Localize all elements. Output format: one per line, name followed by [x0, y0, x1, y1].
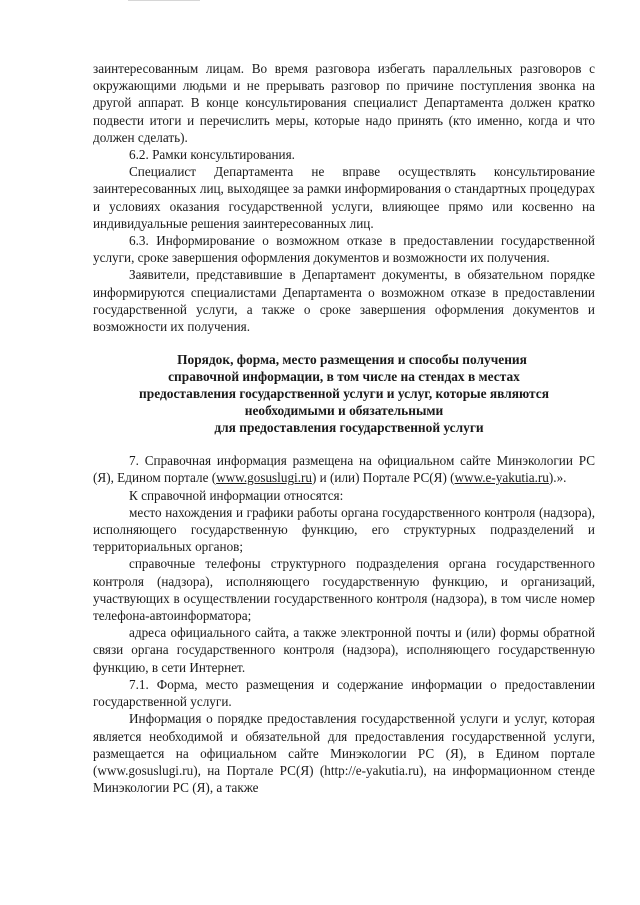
- section-7-text-before: 7. Справочная информация размещена на официальном сайте Минэкологии РС (Я), Едином портале (: [93, 453, 595, 486]
- heading-line: для предоставления государственной услуги: [214, 420, 484, 436]
- paragraph-consultation-end: заинтересованным лицам. Во время разговора избегать параллельных разговоров с окружающими людьми и не прерывать разговор по причине поступления звонка на другой аппарат. В конце консультирования специалист Департамента должен кратко подвести итоги и перечислить меры, которые надо принять (кто именно, когда и что должен сделать).: [93, 61, 595, 145]
- heading-line: Порядок, форма, место размещения и способы получения: [177, 352, 527, 368]
- section-6-2-title: 6.2. Рамки консультирования.: [129, 147, 295, 163]
- paragraph-info-placement: Информация о порядке предоставления государственной услуги и услуг, которая является необходимой и обязательной для предоставления государственной услуги, размещается на официальном сайте Минэкологии РС (Я), в Едином портале (www.gosuslugi.ru), на Портале РС(Я) (http://e-yakutia.ru), на информационном стенде Минэкологии РС (Я), а также: [93, 711, 595, 796]
- paragraph-applicants-informed: Заявители, представившие в Департамент документы, в обязательном порядке информируются специалистами Департамента о возможном отказе в предоставлении государственной услуги, а также о сроке завершения оформления документов и возможности их получения.: [93, 267, 595, 335]
- heading-line: предоставления государственной услуги и услуг, которые являются: [139, 386, 549, 402]
- heading-line: необходимыми и обязательными: [244, 403, 444, 419]
- link-gosuslugi[interactable]: www.gosuslugi.ru: [216, 470, 312, 486]
- paragraph-phones: справочные телефоны структурного подразделения органа государственного контроля (надзора), исполняющего государственную функцию, и организаций, участвующих в осуществлении государственного контроля (надзора), в том числе номер телефона-автоинформатора;: [93, 556, 595, 624]
- scan-edge-mark: [128, 0, 200, 4]
- section-6-3-title: 6.3. Информирование о возможном отказе в предоставлении государственной услуги, сроке завершения оформления документов и возможности их получения.: [93, 233, 595, 266]
- section-7-text-middle: ) и (или) Портале РС(Я) (: [311, 470, 455, 486]
- paragraph-reference-info-intro: К справочной информации относятся:: [129, 487, 344, 503]
- paragraph-consultation-limits: Специалист Департамента не вправе осуществлять консультирование заинтересованных лиц, выходящее за рамки информирования о стандартных процедурах и условиях оказания государственной услуги, влияющее прямо или косвенно на индивидуальные решения заинтересованных лиц.: [93, 164, 595, 231]
- document-page: [93, 60, 595, 796]
- section-7-1-title: 7.1. Форма, место размещения и содержание информации о предоставлении государственной услуги.: [93, 676, 595, 710]
- link-e-yakutia[interactable]: www.e-yakutia.ru: [454, 470, 549, 486]
- paragraph-location-schedule: место нахождения и графики работы органа государственного контроля (надзора), исполняющего государственную функцию, его структурных подразделений и территориальных органов;: [93, 504, 595, 555]
- section-heading: [93, 351, 595, 436]
- section-7-text-after: ).».: [548, 470, 567, 486]
- paragraph-addresses: адреса официального сайта, а также электронной почты и (или) формы обратной связи органа государственного контроля (надзора), исполняющего государственную функцию, в сети Интернет.: [93, 625, 595, 675]
- section-7-paragraph: [93, 452, 595, 486]
- heading-line: справочной информации, в том числе на стендах в местах: [168, 369, 520, 385]
